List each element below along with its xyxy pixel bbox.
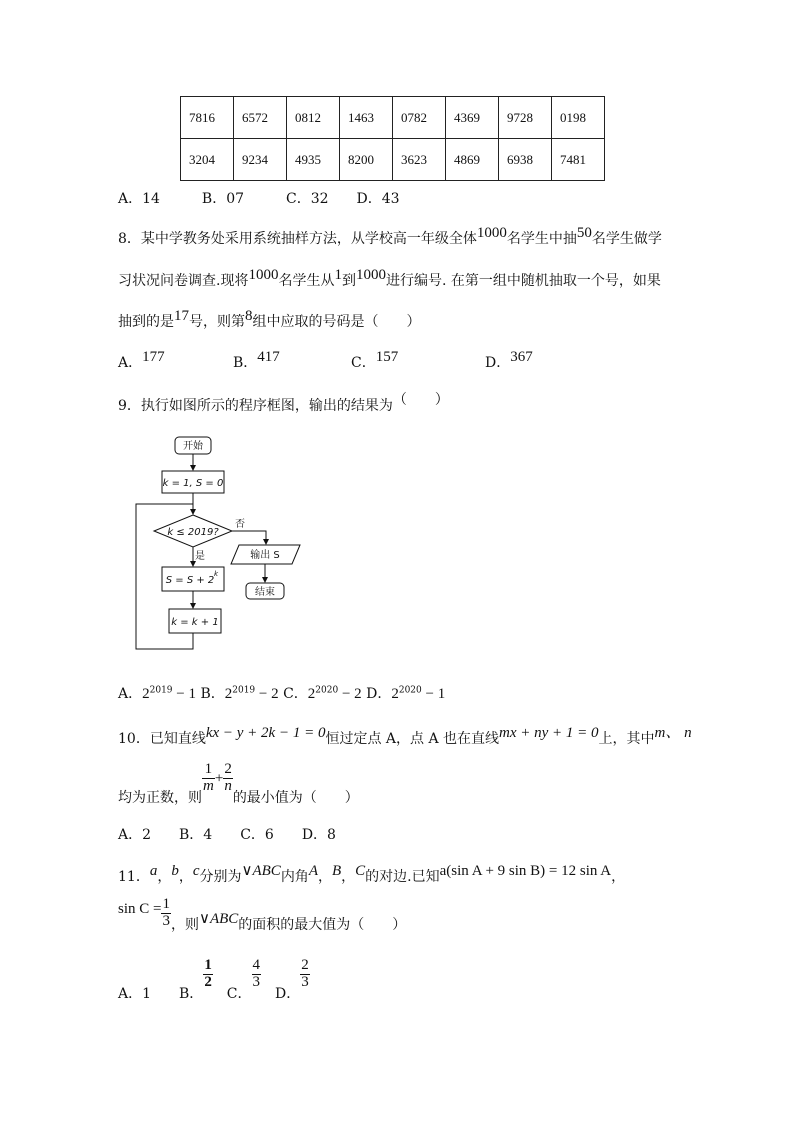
punct: ，: [317, 869, 332, 885]
q9-stem: [118, 392, 449, 415]
variable: a: [149, 863, 158, 879]
exponent: 2020: [315, 685, 339, 696]
option-label: A．: [118, 355, 143, 371]
option-label: A．1 B．: [118, 986, 204, 1003]
yes-label: 是: [195, 551, 205, 562]
table-cell: 0812: [287, 97, 340, 139]
option-value: 2: [307, 686, 316, 702]
q10-text: 上，其中: [598, 731, 655, 747]
variable: B: [331, 863, 342, 879]
plus-sign: +: [214, 770, 224, 787]
option-label: C．: [212, 986, 252, 1003]
q10-text: 均为正数，则: [118, 790, 202, 807]
table-cell: 1463: [340, 97, 393, 139]
q7-options: A．14 B．07 C．32 D．43: [118, 191, 400, 207]
table-cell: 9234: [234, 139, 287, 181]
table-cell: 0782: [393, 97, 446, 139]
table-cell: 9728: [499, 97, 552, 139]
option-label: D．: [361, 686, 392, 702]
exponent: 2019: [149, 685, 173, 696]
option-value: − 1: [421, 686, 446, 702]
update-k-label: k = k + 1: [171, 617, 219, 628]
given-equation: a(sin A + 9 sin B) = 12 sin A: [439, 863, 612, 879]
q8-text: 名学生从: [278, 273, 335, 289]
numerator: 1: [202, 762, 215, 779]
flowchart: [120, 430, 320, 655]
q9-text: 9．执行如图所示的程序框图，输出的结果为: [118, 398, 393, 414]
q8-number: 1000: [476, 225, 507, 241]
line-equation: kx − y + 2k − 1 = 0: [205, 725, 326, 741]
option-value: 2: [391, 686, 399, 702]
fraction: [161, 897, 171, 930]
q8-text: 抽到的是: [118, 314, 174, 330]
fraction: [252, 958, 262, 991]
denominator: 3: [162, 912, 170, 929]
q8-line-1: [118, 225, 662, 248]
q11-options: [118, 957, 310, 1003]
option-value: − 2: [255, 686, 279, 702]
answer-paren: （ ）: [392, 392, 449, 408]
update-s-exponent: k: [213, 570, 219, 578]
option-value: 367: [510, 349, 533, 365]
q10-text: 10．已知直线: [118, 731, 206, 747]
q11-text: 分别为: [199, 869, 242, 885]
option-label: A．: [118, 686, 143, 702]
end-label: 结束: [255, 587, 275, 598]
q10-text: 的最小值为（ ）: [232, 790, 359, 807]
triangle-symbol: ∨ABC: [198, 911, 239, 928]
denominator: m: [203, 777, 214, 794]
option-label: C．: [351, 355, 376, 371]
table-cell: 0198: [552, 97, 605, 139]
q10-line-1: [118, 727, 692, 748]
table-cell: 4369: [446, 97, 499, 139]
table-cell: 3204: [181, 139, 234, 181]
q11-text: 的对边.已知: [365, 869, 440, 885]
numerator: 1: [162, 896, 170, 912]
option-value: 177: [142, 349, 165, 365]
q10-options: A．2 B．4 C．6 D．8: [118, 827, 336, 843]
option-value: 2: [224, 686, 233, 702]
table-cell: 6572: [234, 97, 287, 139]
table-cell: 7816: [181, 97, 234, 139]
punct: ，: [157, 869, 172, 885]
denominator: 3: [252, 973, 261, 990]
fraction: [202, 762, 215, 795]
q8-text: 名学生做学: [591, 231, 662, 247]
variables: m、 n: [654, 725, 692, 741]
exponent: 2020: [398, 685, 422, 696]
option-value: − 1: [172, 686, 196, 702]
denominator: 2: [204, 973, 212, 990]
q8-text: 名学生中抽: [506, 231, 577, 247]
line-equation: mx + ny + 1 = 0: [499, 725, 599, 741]
exponent: 2019: [232, 685, 256, 696]
denominator: 3: [301, 973, 309, 990]
punct: ，: [611, 869, 626, 885]
q8-text: 号，则第: [189, 314, 245, 330]
numerator: 2: [224, 761, 232, 777]
output-label: 输出 S: [250, 550, 280, 561]
table-cell: 4935: [287, 139, 340, 181]
option-label: B．: [196, 686, 225, 702]
q8-text: 组中应取的号码是（ ）: [252, 314, 421, 330]
q8-number: 1000: [355, 267, 386, 283]
fraction: [203, 958, 213, 991]
table-row: [181, 139, 605, 181]
start-label: 开始: [183, 441, 203, 452]
q11-line-1: [118, 863, 626, 886]
q8-number: 1000: [248, 267, 279, 283]
option-label: B．: [233, 355, 258, 371]
q9-options: [118, 683, 445, 703]
q8-line-2: [118, 267, 661, 290]
q8-text: 8．某中学教务处采用系统抽样方法，从学校高一年级全体: [118, 231, 477, 247]
init-label: k = 1, S = 0: [162, 478, 224, 489]
option-label: D．: [261, 986, 301, 1003]
q8-text: 习状况问卷调查.现将: [118, 273, 249, 289]
q8-option-a: [118, 349, 165, 372]
cond-label: k ≤ 2019?: [167, 527, 219, 538]
numerator: 2: [301, 957, 309, 973]
q8-number: 1: [334, 267, 342, 283]
q11-text: ，则: [170, 917, 199, 934]
triangle-symbol: ∨ABC: [241, 863, 281, 879]
variable: c: [192, 863, 200, 879]
option-value: 157: [375, 349, 399, 365]
sin-c-label: sin C =: [118, 901, 162, 918]
q8-number: 17: [174, 308, 189, 324]
q10-text: 恒过定点 A，点 A 也在直线: [325, 731, 500, 747]
option-value: − 2: [338, 686, 362, 702]
variable: C: [355, 863, 366, 879]
q8-text: 进行编号. 在第一组中随机抽取一个号，如果: [385, 273, 661, 289]
table-row: [181, 97, 605, 139]
q10-line-2: [118, 761, 359, 807]
denominator: n: [224, 777, 232, 794]
table-cell: 8200: [340, 139, 393, 181]
numerator: 1: [204, 957, 212, 973]
option-value: 417: [257, 349, 280, 365]
fraction: [223, 762, 233, 795]
q8-option-b: [233, 349, 280, 372]
q11-line-2: [118, 896, 407, 934]
table-cell: 7481: [552, 139, 605, 181]
table-cell: 3623: [393, 139, 446, 181]
q8-option-c: [351, 349, 399, 372]
fraction: [300, 958, 310, 991]
random-number-table: [180, 96, 605, 181]
q8-line-3: [118, 308, 421, 331]
q11-text: 内角: [280, 869, 309, 885]
q8-number: 8: [245, 308, 253, 324]
option-label: C．: [278, 686, 308, 702]
q11-text: 11．: [118, 869, 150, 885]
variable: A: [308, 863, 318, 879]
q8-option-d: [485, 349, 533, 372]
no-label: 否: [235, 519, 245, 530]
update-s-label: S = S + 2: [165, 575, 215, 586]
variable: b: [171, 863, 179, 879]
q8-number: 50: [576, 225, 592, 241]
option-value: 2: [142, 686, 150, 702]
q8-text: 到: [341, 273, 356, 289]
table-cell: 4869: [446, 139, 499, 181]
q11-text: 的面积的最大值为（ ）: [238, 917, 407, 934]
numerator: 4: [252, 957, 261, 973]
table-cell: 6938: [499, 139, 552, 181]
option-label: D．: [485, 355, 511, 371]
punct: ，: [178, 869, 193, 885]
punct: ，: [341, 869, 356, 885]
